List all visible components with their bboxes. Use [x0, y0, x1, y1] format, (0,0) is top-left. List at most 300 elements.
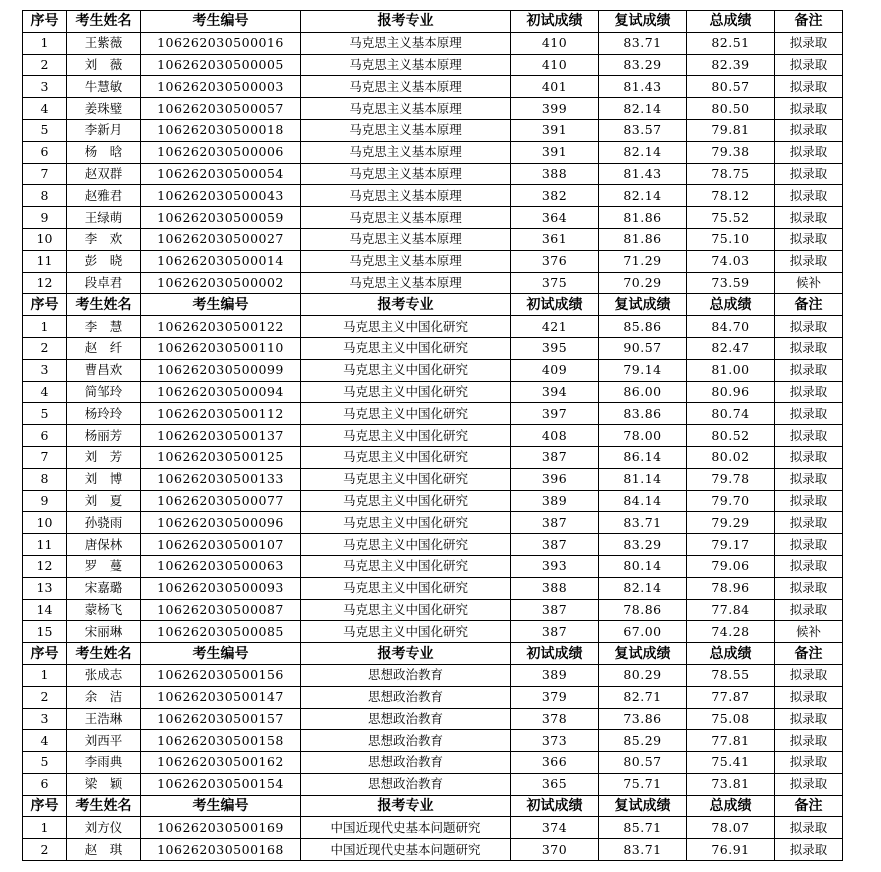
cell-initial-score: 391	[511, 119, 599, 141]
cell-total-score: 77.81	[687, 730, 775, 752]
cell-major: 马克思主义中国化研究	[301, 599, 511, 621]
cell-retest-score: 67.00	[599, 621, 687, 643]
cell-total-score: 80.02	[687, 446, 775, 468]
cell-exam-id: 106262030500059	[141, 207, 301, 229]
cell-seq: 9	[23, 490, 67, 512]
header-initial-score: 初试成绩	[511, 11, 599, 33]
cell-seq: 10	[23, 512, 67, 534]
header-remark: 备注	[775, 294, 843, 316]
cell-major: 思想政治教育	[301, 730, 511, 752]
header-name: 考生姓名	[67, 795, 141, 817]
cell-name: 蒙杨飞	[67, 599, 141, 621]
cell-total-score: 79.70	[687, 490, 775, 512]
cell-major: 中国近现代史基本问题研究	[301, 817, 511, 839]
header-retest-score: 复试成绩	[599, 643, 687, 665]
table-row	[23, 185, 843, 207]
cell-seq: 1	[23, 32, 67, 54]
table-row	[23, 119, 843, 141]
cell-remark: 拟录取	[775, 490, 843, 512]
cell-total-score: 74.28	[687, 621, 775, 643]
cell-retest-score: 81.86	[599, 207, 687, 229]
cell-name: 王浩琳	[67, 708, 141, 730]
table-row	[23, 839, 843, 861]
cell-initial-score: 388	[511, 163, 599, 185]
cell-total-score: 73.59	[687, 272, 775, 294]
cell-initial-score: 387	[511, 512, 599, 534]
cell-retest-score: 71.29	[599, 250, 687, 272]
cell-name: 宋丽琳	[67, 621, 141, 643]
cell-remark: 拟录取	[775, 446, 843, 468]
cell-exam-id: 106262030500002	[141, 272, 301, 294]
cell-retest-score: 83.71	[599, 512, 687, 534]
cell-retest-score: 79.14	[599, 359, 687, 381]
cell-remark: 候补	[775, 621, 843, 643]
header-row	[23, 643, 843, 665]
header-retest-score: 复试成绩	[599, 11, 687, 33]
cell-seq: 3	[23, 359, 67, 381]
cell-exam-id: 106262030500137	[141, 425, 301, 447]
cell-exam-id: 106262030500093	[141, 577, 301, 599]
cell-exam-id: 106262030500057	[141, 98, 301, 120]
cell-retest-score: 86.14	[599, 446, 687, 468]
cell-retest-score: 85.29	[599, 730, 687, 752]
cell-total-score: 79.17	[687, 534, 775, 556]
cell-major: 马克思主义基本原理	[301, 163, 511, 185]
table-row	[23, 163, 843, 185]
cell-exam-id: 106262030500156	[141, 664, 301, 686]
cell-total-score: 77.84	[687, 599, 775, 621]
cell-major: 思想政治教育	[301, 752, 511, 774]
header-name: 考生姓名	[67, 11, 141, 33]
cell-seq: 2	[23, 54, 67, 76]
cell-exam-id: 106262030500133	[141, 468, 301, 490]
cell-retest-score: 75.71	[599, 773, 687, 795]
cell-seq: 4	[23, 98, 67, 120]
cell-retest-score: 83.71	[599, 839, 687, 861]
cell-total-score: 79.06	[687, 555, 775, 577]
cell-total-score: 79.29	[687, 512, 775, 534]
cell-major: 马克思主义基本原理	[301, 141, 511, 163]
cell-name: 李 欢	[67, 228, 141, 250]
header-major: 报考专业	[301, 643, 511, 665]
cell-initial-score: 387	[511, 534, 599, 556]
cell-major: 马克思主义中国化研究	[301, 403, 511, 425]
cell-initial-score: 410	[511, 54, 599, 76]
cell-exam-id: 106262030500169	[141, 817, 301, 839]
cell-name: 刘 芳	[67, 446, 141, 468]
cell-name: 曹昌欢	[67, 359, 141, 381]
cell-major: 马克思主义中国化研究	[301, 555, 511, 577]
table-row	[23, 76, 843, 98]
cell-exam-id: 106262030500063	[141, 555, 301, 577]
cell-retest-score: 85.86	[599, 316, 687, 338]
header-exam-id: 考生编号	[141, 294, 301, 316]
cell-seq: 2	[23, 337, 67, 359]
cell-major: 马克思主义中国化研究	[301, 337, 511, 359]
cell-major: 马克思主义中国化研究	[301, 316, 511, 338]
cell-remark: 拟录取	[775, 577, 843, 599]
table-row	[23, 730, 843, 752]
cell-initial-score: 378	[511, 708, 599, 730]
table-row	[23, 316, 843, 338]
header-seq: 序号	[23, 795, 67, 817]
cell-total-score: 81.00	[687, 359, 775, 381]
cell-remark: 拟录取	[775, 228, 843, 250]
cell-seq: 6	[23, 141, 67, 163]
cell-total-score: 78.12	[687, 185, 775, 207]
cell-remark: 拟录取	[775, 141, 843, 163]
cell-major: 马克思主义中国化研究	[301, 534, 511, 556]
table-row	[23, 359, 843, 381]
table-row	[23, 708, 843, 730]
cell-seq: 15	[23, 621, 67, 643]
cell-total-score: 75.10	[687, 228, 775, 250]
cell-exam-id: 106262030500168	[141, 839, 301, 861]
cell-initial-score: 396	[511, 468, 599, 490]
cell-seq: 6	[23, 773, 67, 795]
cell-exam-id: 106262030500147	[141, 686, 301, 708]
header-row	[23, 11, 843, 33]
header-seq: 序号	[23, 11, 67, 33]
cell-initial-score: 379	[511, 686, 599, 708]
cell-seq: 11	[23, 534, 67, 556]
header-seq: 序号	[23, 643, 67, 665]
cell-seq: 3	[23, 76, 67, 98]
header-major: 报考专业	[301, 11, 511, 33]
table-row	[23, 752, 843, 774]
cell-total-score: 82.47	[687, 337, 775, 359]
cell-total-score: 80.57	[687, 76, 775, 98]
cell-major: 思想政治教育	[301, 708, 511, 730]
cell-remark: 拟录取	[775, 664, 843, 686]
table-row	[23, 773, 843, 795]
header-remark: 备注	[775, 11, 843, 33]
cell-major: 思想政治教育	[301, 773, 511, 795]
cell-remark: 拟录取	[775, 599, 843, 621]
cell-major: 马克思主义基本原理	[301, 272, 511, 294]
cell-name: 刘 夏	[67, 490, 141, 512]
cell-initial-score: 382	[511, 185, 599, 207]
cell-name: 李新月	[67, 119, 141, 141]
cell-retest-score: 85.71	[599, 817, 687, 839]
table-row	[23, 272, 843, 294]
cell-remark: 拟录取	[775, 337, 843, 359]
cell-total-score: 80.96	[687, 381, 775, 403]
cell-retest-score: 84.14	[599, 490, 687, 512]
cell-seq: 9	[23, 207, 67, 229]
cell-initial-score: 365	[511, 773, 599, 795]
cell-major: 马克思主义中国化研究	[301, 512, 511, 534]
cell-remark: 拟录取	[775, 250, 843, 272]
cell-retest-score: 70.29	[599, 272, 687, 294]
cell-total-score: 78.75	[687, 163, 775, 185]
cell-exam-id: 106262030500087	[141, 599, 301, 621]
header-total-score: 总成绩	[687, 795, 775, 817]
cell-remark: 拟录取	[775, 316, 843, 338]
cell-retest-score: 82.14	[599, 577, 687, 599]
cell-remark: 拟录取	[775, 817, 843, 839]
table-row	[23, 141, 843, 163]
cell-exam-id: 106262030500157	[141, 708, 301, 730]
cell-name: 赵 琪	[67, 839, 141, 861]
cell-initial-score: 401	[511, 76, 599, 98]
cell-initial-score: 366	[511, 752, 599, 774]
cell-initial-score: 389	[511, 490, 599, 512]
header-exam-id: 考生编号	[141, 795, 301, 817]
cell-seq: 8	[23, 468, 67, 490]
table-row	[23, 534, 843, 556]
cell-exam-id: 106262030500054	[141, 163, 301, 185]
cell-name: 王绿萌	[67, 207, 141, 229]
header-name: 考生姓名	[67, 643, 141, 665]
cell-retest-score: 82.14	[599, 141, 687, 163]
cell-major: 马克思主义中国化研究	[301, 468, 511, 490]
header-row	[23, 294, 843, 316]
cell-name: 简邹玲	[67, 381, 141, 403]
cell-retest-score: 83.29	[599, 534, 687, 556]
header-total-score: 总成绩	[687, 294, 775, 316]
header-retest-score: 复试成绩	[599, 795, 687, 817]
cell-total-score: 75.41	[687, 752, 775, 774]
cell-seq: 14	[23, 599, 67, 621]
cell-retest-score: 90.57	[599, 337, 687, 359]
cell-name: 杨 晗	[67, 141, 141, 163]
cell-seq: 1	[23, 817, 67, 839]
cell-major: 马克思主义基本原理	[301, 32, 511, 54]
cell-name: 刘 博	[67, 468, 141, 490]
table-row	[23, 686, 843, 708]
cell-retest-score: 78.00	[599, 425, 687, 447]
cell-total-score: 82.51	[687, 32, 775, 54]
cell-retest-score: 86.00	[599, 381, 687, 403]
cell-name: 张成志	[67, 664, 141, 686]
cell-retest-score: 83.86	[599, 403, 687, 425]
cell-remark: 拟录取	[775, 686, 843, 708]
header-initial-score: 初试成绩	[511, 643, 599, 665]
cell-remark: 候补	[775, 272, 843, 294]
cell-name: 余 洁	[67, 686, 141, 708]
cell-exam-id: 106262030500003	[141, 76, 301, 98]
header-initial-score: 初试成绩	[511, 795, 599, 817]
cell-seq: 2	[23, 839, 67, 861]
cell-name: 刘 薇	[67, 54, 141, 76]
cell-major: 中国近现代史基本问题研究	[301, 839, 511, 861]
cell-major: 马克思主义基本原理	[301, 76, 511, 98]
header-name: 考生姓名	[67, 294, 141, 316]
cell-total-score: 84.70	[687, 316, 775, 338]
cell-retest-score: 82.71	[599, 686, 687, 708]
cell-seq: 8	[23, 185, 67, 207]
cell-exam-id: 106262030500158	[141, 730, 301, 752]
cell-seq: 7	[23, 163, 67, 185]
cell-exam-id: 106262030500112	[141, 403, 301, 425]
header-total-score: 总成绩	[687, 11, 775, 33]
header-remark: 备注	[775, 643, 843, 665]
cell-retest-score: 78.86	[599, 599, 687, 621]
header-exam-id: 考生编号	[141, 643, 301, 665]
cell-major: 马克思主义中国化研究	[301, 359, 511, 381]
cell-exam-id: 106262030500027	[141, 228, 301, 250]
cell-name: 李 慧	[67, 316, 141, 338]
cell-major: 马克思主义中国化研究	[301, 425, 511, 447]
cell-total-score: 80.74	[687, 403, 775, 425]
cell-seq: 12	[23, 272, 67, 294]
cell-name: 孙骁雨	[67, 512, 141, 534]
cell-retest-score: 82.14	[599, 98, 687, 120]
cell-total-score: 80.52	[687, 425, 775, 447]
cell-exam-id: 106262030500162	[141, 752, 301, 774]
cell-seq: 11	[23, 250, 67, 272]
cell-name: 梁 颖	[67, 773, 141, 795]
cell-initial-score: 391	[511, 141, 599, 163]
cell-exam-id: 106262030500077	[141, 490, 301, 512]
cell-remark: 拟录取	[775, 32, 843, 54]
table-row	[23, 817, 843, 839]
cell-name: 赵 纤	[67, 337, 141, 359]
cell-retest-score: 80.29	[599, 664, 687, 686]
header-row	[23, 795, 843, 817]
table-row	[23, 446, 843, 468]
header-seq: 序号	[23, 294, 67, 316]
header-total-score: 总成绩	[687, 643, 775, 665]
table-row	[23, 403, 843, 425]
table-row	[23, 490, 843, 512]
cell-retest-score: 83.71	[599, 32, 687, 54]
cell-major: 马克思主义基本原理	[301, 228, 511, 250]
cell-seq: 5	[23, 752, 67, 774]
cell-exam-id: 106262030500122	[141, 316, 301, 338]
cell-remark: 拟录取	[775, 730, 843, 752]
cell-exam-id: 106262030500110	[141, 337, 301, 359]
cell-initial-score: 421	[511, 316, 599, 338]
cell-retest-score: 83.29	[599, 54, 687, 76]
cell-major: 马克思主义中国化研究	[301, 381, 511, 403]
cell-remark: 拟录取	[775, 752, 843, 774]
cell-exam-id: 106262030500043	[141, 185, 301, 207]
cell-major: 马克思主义基本原理	[301, 119, 511, 141]
cell-major: 马克思主义基本原理	[301, 54, 511, 76]
table-row	[23, 228, 843, 250]
cell-initial-score: 389	[511, 664, 599, 686]
cell-retest-score: 81.43	[599, 163, 687, 185]
cell-total-score: 74.03	[687, 250, 775, 272]
cell-seq: 5	[23, 119, 67, 141]
cell-name: 杨丽芳	[67, 425, 141, 447]
table-row	[23, 468, 843, 490]
cell-major: 马克思主义中国化研究	[301, 621, 511, 643]
cell-remark: 拟录取	[775, 708, 843, 730]
cell-total-score: 75.52	[687, 207, 775, 229]
header-exam-id: 考生编号	[141, 11, 301, 33]
table-row	[23, 664, 843, 686]
table-row	[23, 621, 843, 643]
cell-exam-id: 106262030500096	[141, 512, 301, 534]
cell-seq: 4	[23, 730, 67, 752]
cell-seq: 12	[23, 555, 67, 577]
cell-exam-id: 106262030500107	[141, 534, 301, 556]
cell-total-score: 76.91	[687, 839, 775, 861]
header-major: 报考专业	[301, 294, 511, 316]
cell-major: 马克思主义基本原理	[301, 207, 511, 229]
cell-remark: 拟录取	[775, 381, 843, 403]
cell-initial-score: 361	[511, 228, 599, 250]
header-major: 报考专业	[301, 795, 511, 817]
cell-name: 刘方仪	[67, 817, 141, 839]
cell-seq: 1	[23, 316, 67, 338]
cell-name: 宋嘉璐	[67, 577, 141, 599]
cell-remark: 拟录取	[775, 468, 843, 490]
table-row	[23, 381, 843, 403]
cell-remark: 拟录取	[775, 425, 843, 447]
cell-seq: 13	[23, 577, 67, 599]
cell-exam-id: 106262030500154	[141, 773, 301, 795]
table-row	[23, 32, 843, 54]
cell-major: 思想政治教育	[301, 686, 511, 708]
cell-retest-score: 81.43	[599, 76, 687, 98]
cell-total-score: 79.38	[687, 141, 775, 163]
cell-retest-score: 81.86	[599, 228, 687, 250]
cell-major: 马克思主义中国化研究	[301, 577, 511, 599]
cell-remark: 拟录取	[775, 185, 843, 207]
cell-retest-score: 80.14	[599, 555, 687, 577]
cell-total-score: 79.78	[687, 468, 775, 490]
cell-name: 李雨典	[67, 752, 141, 774]
cell-major: 马克思主义中国化研究	[301, 490, 511, 512]
table-row	[23, 555, 843, 577]
cell-name: 彭 晓	[67, 250, 141, 272]
cell-remark: 拟录取	[775, 839, 843, 861]
cell-initial-score: 387	[511, 446, 599, 468]
cell-exam-id: 106262030500014	[141, 250, 301, 272]
cell-total-score: 80.50	[687, 98, 775, 120]
cell-total-score: 78.55	[687, 664, 775, 686]
cell-initial-score: 376	[511, 250, 599, 272]
cell-seq: 6	[23, 425, 67, 447]
cell-name: 牛慧敏	[67, 76, 141, 98]
table-row	[23, 54, 843, 76]
cell-initial-score: 387	[511, 599, 599, 621]
cell-name: 赵双群	[67, 163, 141, 185]
cell-exam-id: 106262030500094	[141, 381, 301, 403]
admission-list-table	[22, 10, 843, 861]
table-row	[23, 337, 843, 359]
cell-initial-score: 399	[511, 98, 599, 120]
cell-seq: 1	[23, 664, 67, 686]
table-row	[23, 512, 843, 534]
table-row	[23, 98, 843, 120]
cell-initial-score: 375	[511, 272, 599, 294]
cell-name: 唐保林	[67, 534, 141, 556]
cell-initial-score: 395	[511, 337, 599, 359]
header-remark: 备注	[775, 795, 843, 817]
cell-initial-score: 397	[511, 403, 599, 425]
cell-remark: 拟录取	[775, 359, 843, 381]
header-initial-score: 初试成绩	[511, 294, 599, 316]
cell-retest-score: 73.86	[599, 708, 687, 730]
cell-seq: 10	[23, 228, 67, 250]
cell-seq: 5	[23, 403, 67, 425]
table-row	[23, 207, 843, 229]
cell-remark: 拟录取	[775, 54, 843, 76]
cell-initial-score: 394	[511, 381, 599, 403]
header-retest-score: 复试成绩	[599, 294, 687, 316]
cell-remark: 拟录取	[775, 119, 843, 141]
cell-remark: 拟录取	[775, 773, 843, 795]
cell-total-score: 79.81	[687, 119, 775, 141]
cell-initial-score: 370	[511, 839, 599, 861]
cell-seq: 2	[23, 686, 67, 708]
cell-initial-score: 388	[511, 577, 599, 599]
